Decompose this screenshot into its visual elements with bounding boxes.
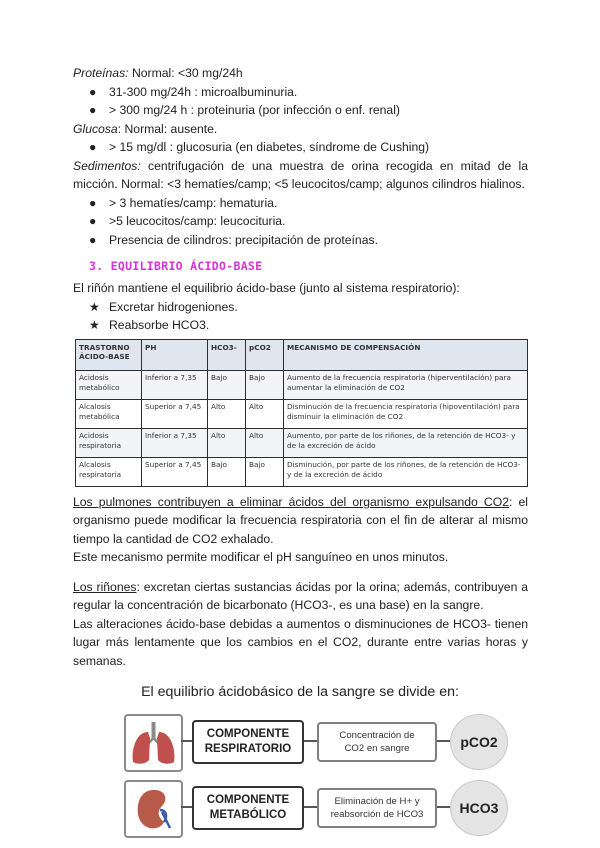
list-item: ★ Reabsorbe HCO3.	[73, 316, 528, 335]
bullet-icon: ●	[89, 103, 97, 117]
bullet-icon: ●	[89, 84, 97, 99]
sedimentos-text: centrifugación de una muestra de orina recogida en mitad de la micción. Normal: <3 hematíes/camp; <5 leucocitos/camp; algunos cilindros hialinos.	[73, 158, 528, 191]
rinones-paragraph	[73, 578, 528, 615]
glucosa-normal: : Normal: ausente.	[117, 121, 218, 136]
bullet-icon: ●	[89, 232, 97, 247]
diagram-row-metabolico	[120, 778, 500, 838]
lungs-icon	[124, 714, 183, 772]
table-cell: Alcalosis metabólica	[76, 399, 142, 428]
table-header-cell: HCO3-	[208, 339, 246, 370]
pulmones-paragraph-2: Este mecanismo permite modificar el pH sanguíneo en unos minutos.	[73, 550, 449, 564]
table-cell: Bajo	[246, 457, 284, 486]
table-cell: Bajo	[208, 457, 246, 486]
rinones-underlined: Los riñones	[73, 579, 137, 594]
table-cell: Bajo	[208, 370, 246, 399]
pulmones-paragraph	[73, 493, 528, 549]
table-row	[76, 428, 528, 457]
list-item: ● >5 leucocitos/camp: leucocituria.	[73, 212, 528, 231]
table-cell: Inferior a 7,35	[142, 428, 208, 457]
pco2-circle: pCO2	[450, 714, 508, 770]
list-item: ● > 3 hematíes/camp: hematuria.	[73, 194, 528, 213]
list-item: ● Presencia de cilindros: precipitación de proteínas.	[73, 231, 528, 250]
list-item: ● 31-300 mg/24h : microalbuminuria.	[73, 83, 528, 102]
bullet-icon: ●	[89, 214, 97, 228]
glucosa-line	[73, 120, 528, 139]
list-item: ★ Excretar hidrogeniones.	[73, 298, 528, 317]
table-header-cell: MECANISMO DE COMPENSACIÓN	[284, 339, 528, 370]
pulmones-underlined: Los pulmones contribuyen a eliminar ácidos del organismo expulsando CO2	[73, 494, 509, 509]
table-cell: Aumento, por parte de los riñones, de la retención de HCO3- y de la excreción de ácido	[284, 428, 528, 457]
sedimentos-label: Sedimentos:	[73, 158, 141, 173]
section-intro: El riñón mantiene el equilibrio ácido-base (junto al sistema respiratorio):	[73, 281, 460, 295]
proteinas-line	[73, 64, 528, 83]
diagram-title: El equilibrio ácidobásico de la sangre se divide en:	[141, 684, 459, 700]
table-cell: Alto	[246, 399, 284, 428]
glucosa-label: Glucosa	[73, 121, 118, 136]
proteinas-label: Proteínas:	[73, 66, 129, 80]
list-item: ● > 300 mg/24 h : proteinuria (por infección o enf. renal)	[73, 101, 528, 120]
table-cell: Alto	[208, 399, 246, 428]
table-cell: Alto	[246, 428, 284, 457]
table-cell: Disminución, por parte de los riñones, de la retención de HCO3- y de la excreción de ácido	[284, 457, 528, 486]
star-icon: ★	[89, 318, 100, 332]
component-box: COMPONENTE METABÓLICO	[192, 786, 304, 830]
table-cell: Bajo	[246, 370, 284, 399]
glucosa-list	[73, 138, 528, 157]
table-header-cell: pCO2	[246, 339, 284, 370]
table-cell: Disminución de la frecuencia respiratoria (hipoventilación) para disminuir la eliminación de CO2	[284, 399, 528, 428]
kidney-icon	[124, 780, 183, 838]
sedimentos-list	[73, 194, 528, 250]
table-cell: Inferior a 7,35	[142, 370, 208, 399]
star-list	[73, 298, 528, 335]
component-box: COMPONENTE RESPIRATORIO	[192, 720, 304, 764]
section-heading: 3. EQUILIBRIO ÁCIDO-BASE	[89, 259, 263, 273]
proteinas-normal: Normal: <30 mg/24h	[128, 66, 243, 80]
table-header-cell: PH	[142, 339, 208, 370]
table-row	[76, 457, 528, 486]
hco3-circle: HCO3	[450, 780, 508, 836]
table-cell: Superior a 7,45	[142, 399, 208, 428]
document-body	[73, 64, 528, 670]
diagram-row-respiratorio	[120, 712, 500, 772]
table-cell: Alto	[208, 428, 246, 457]
list-item: ● > 15 mg/dl : glucosuria (en diabetes, síndrome de Cushing)	[73, 138, 528, 157]
table-cell: Superior a 7,45	[142, 457, 208, 486]
table-header-row	[76, 339, 528, 370]
table-cell: Aumento de la frecuencia respiratoria (hiperventilación) para aumentar la eliminación de CO2	[284, 370, 528, 399]
star-icon: ★	[89, 299, 100, 314]
rinones-text: : excretan ciertas sustancias ácidas por la orina; además, contribuyen a regular la concentración de bicarbonato (HCO3-, es una base) en la sangre.	[73, 579, 528, 612]
table-cell: Acidosis metabólico	[76, 370, 142, 399]
sedimentos-paragraph	[73, 157, 528, 194]
bullet-icon: ●	[89, 195, 97, 210]
table-row	[76, 399, 528, 428]
bullet-icon: ●	[89, 140, 97, 154]
description-box: Eliminación de H+ y reabsorción de HCO3	[317, 788, 437, 828]
description-box: Concentración de CO2 en sangre	[317, 722, 437, 762]
pulmones-text: : el organismo puede modificar la frecuencia respiratoria con el fin de alterar al mismo tiempo la cantidad de CO2 exhalado.	[73, 494, 528, 546]
acid-base-table	[75, 339, 528, 487]
table-header-cell: TRASTORNO ÁCIDO-BASE	[76, 339, 142, 370]
table-cell: Alcalosis respiratoria	[76, 457, 142, 486]
table-row	[76, 370, 528, 399]
proteinas-list	[73, 83, 528, 120]
table-cell: Acidosis respiratoria	[76, 428, 142, 457]
rinones-paragraph-2: Las alteraciones ácido-base debidas a aumentos o disminuciones de HCO3- tienen lugar más lentamente que los cambios en el CO2, durante entre varias horas y semanas.	[73, 616, 528, 668]
